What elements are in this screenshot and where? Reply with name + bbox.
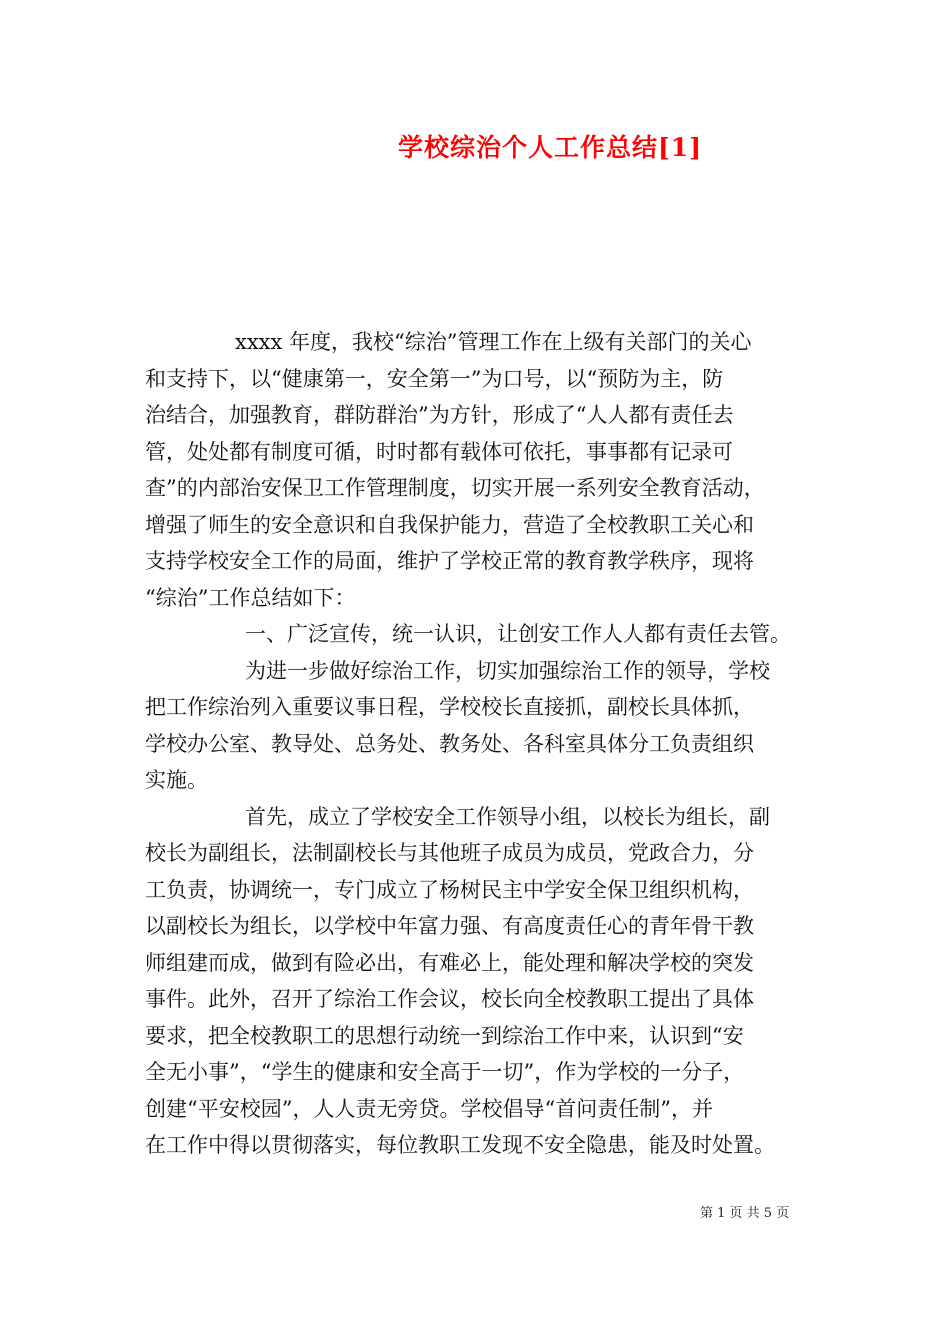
text-line: 为进一步做好综治工作，切实加强综治工作的领导，学校 xyxy=(245,658,770,683)
text-line: 和支持下，以“健康第一，安全第一”为口号，以“预防为主，防 xyxy=(145,366,724,391)
text-line: 实施。 xyxy=(145,768,208,792)
paragraph xyxy=(145,324,825,616)
text-line: 增强了师生的安全意识和自我保护能力，营造了全校教职工关心和 xyxy=(145,512,754,537)
text-line: 师组建而成，做到有险必出，有难必上，能处理和解决学校的突发 xyxy=(145,950,754,975)
text-line: 校长为副组长，法制副校长与其他班子成员为成员，党政合力，分 xyxy=(145,841,754,865)
text-line: 把工作综治列入重要议事日程，学校校长直接抓，副校长具体抓， xyxy=(145,695,754,719)
text-line: 事件。此外，召开了综治工作会议，校长向全校教职工提出了具体 xyxy=(145,987,754,1011)
text-line: 工负责，协调统一，专门成立了杨树民主中学安全保卫组织机构， xyxy=(145,877,754,902)
text-line: 要求，把全校教职工的思想行动统一到综治工作中来，认识到“安 xyxy=(145,1023,744,1048)
document-title: 学校综治个人工作总结[1] xyxy=(397,133,703,162)
document-body xyxy=(145,324,825,1164)
page-footer: 第 1 页 共 5 页 xyxy=(700,1206,790,1221)
paragraph xyxy=(145,616,825,653)
text-line: 学校办公室、教导处、总务处、教务处、各科室具体分工负责组织 xyxy=(145,731,754,756)
text-line: 管，处处都有制度可循，时时都有载体可依托，事事都有记录可 xyxy=(145,439,733,464)
text-line: 支持学校安全工作的局面，维护了学校正常的教育教学秩序，现将 xyxy=(145,549,754,573)
text-line: 查”的内部治安保卫工作管理制度，切实开展一系列安全教育活动， xyxy=(145,476,765,500)
text-line: “综治”工作总结如下： xyxy=(145,585,356,610)
text-line: 治结合，加强教育，群防群治”为方针，形成了“人人都有责任去 xyxy=(145,403,734,427)
text-line: xxxx 年度，我校“综治”管理工作在上级有关部门的关心 xyxy=(235,330,752,354)
text-line: 一、广泛宣传，统一认识，让创安工作人人都有责任去管。 xyxy=(245,622,791,646)
text-line: 首先，成立了学校安全工作领导小组，以校长为组长，副 xyxy=(245,804,770,829)
text-line: 全无小事”，“学生的健康和安全高于一切”，作为学校的一分子， xyxy=(145,1060,745,1084)
paragraph xyxy=(145,799,825,1164)
paragraph xyxy=(145,653,825,799)
text-line: 创建“平安校园”，人人责无旁贷。学校倡导“首问责任制”，并 xyxy=(145,1096,713,1121)
text-line: 以副校长为组长，以学校中年富力强、有高度责任心的青年骨干教 xyxy=(145,914,754,938)
text-line: 在工作中得以贯彻落实，每位教职工发现不安全隐患，能及时处置。 xyxy=(145,1133,775,1157)
